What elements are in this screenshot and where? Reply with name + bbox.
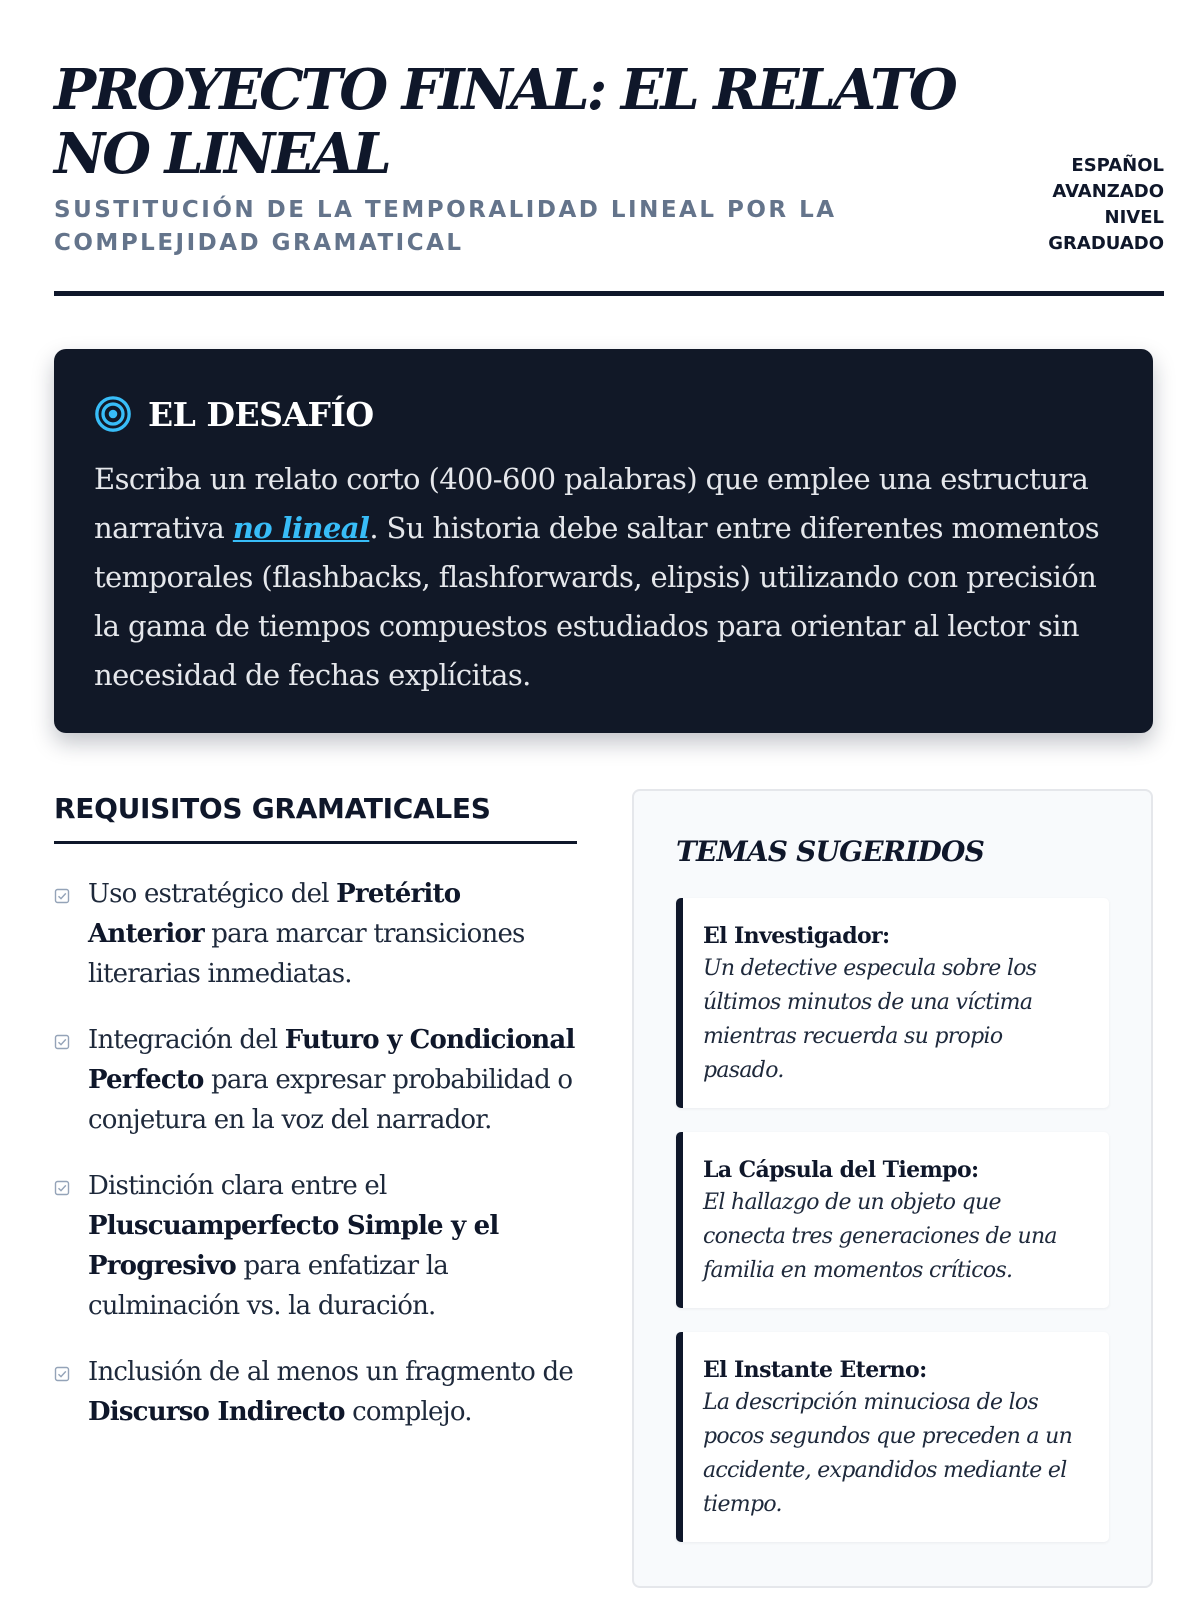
- themes-panel: [632, 789, 1153, 1588]
- requirement-text-part: para marcar transiciones literarias inmediatas.: [88, 919, 525, 989]
- requirement-text-part: Inclusión de al menos un fragmento de: [88, 1357, 573, 1387]
- checkbox-check-icon: [54, 888, 70, 904]
- level-line: NIVEL: [1104, 207, 1164, 228]
- challenge-heading: [94, 391, 1113, 437]
- page-header: [54, 0, 1164, 296]
- requirement-item: [54, 874, 577, 994]
- themes-title: TEMAS SUGERIDOS: [676, 835, 985, 868]
- challenge-text-end: . Su historia debe saltar entre diferentes momentos temporales (flashbacks, flashforwards, elipsis) utilizando con precisión la gama de tiempos compuestos estudiados para orientar al lector sin necesidad de fechas explícitas.: [94, 511, 1100, 692]
- theme-name: La Cápsula del Tiempo:: [703, 1157, 979, 1183]
- level-line: GRADUADO: [1048, 233, 1164, 254]
- requirement-keyword: Pluscuamperfecto Simple y el Progresivo: [88, 1211, 499, 1281]
- theme-description: La descripción minuciosa de los pocos segundos que preceden a un accidente, expandidos mediante el tiempo.: [703, 1390, 1073, 1517]
- checkbox-check-icon: [54, 1180, 70, 1196]
- level-badge: [1048, 153, 1164, 257]
- checkbox-check-icon: [54, 1034, 70, 1050]
- theme-card: [676, 898, 1109, 1108]
- requirement-keyword: Pretérito Anterior: [88, 879, 461, 949]
- target-icon: [94, 395, 132, 433]
- challenge-title: EL DESAFÍO: [148, 394, 374, 434]
- theme-description: Un detective especula sobre los últimos minutos de una víctima mientras recuerda su propio pasado.: [703, 956, 1037, 1083]
- theme-description: El hallazgo de un objeto que conecta tres generaciones de una familia en momentos críticos.: [703, 1190, 1057, 1283]
- requirement-text-part: Integración del: [88, 1025, 285, 1055]
- requirements-list: [54, 874, 577, 1432]
- page-subtitle: SUSTITUCIÓN DE LA TEMPORALIDAD LINEAL POR LA COMPLEJIDAD GRAMATICAL: [54, 197, 837, 256]
- requirement-text-part: Uso estratégico del: [88, 879, 337, 909]
- requirement-text: [88, 1166, 577, 1326]
- challenge-text: [94, 455, 1113, 700]
- requirements-title: REQUISITOS GRAMATICALES: [54, 792, 577, 844]
- requirement-item: [54, 1352, 577, 1432]
- level-line: ESPAÑOL: [1071, 155, 1164, 176]
- requirement-keyword: Futuro y Condicional Perfecto: [88, 1025, 575, 1095]
- theme-card: [676, 1132, 1109, 1308]
- page-title: PROYECTO FINAL: EL RELATO NO LINEAL: [54, 57, 955, 187]
- checkbox-check-icon: [54, 1366, 70, 1382]
- challenge-text-start: Escriba un relato corto (400-600 palabras) que emplee una estructura narrativa: [94, 462, 1089, 545]
- level-line: AVANZADO: [1052, 181, 1164, 202]
- requirement-text: [88, 874, 577, 994]
- requirement-text-part: Distinción clara entre el: [88, 1171, 387, 1201]
- requirement-text-part: para enfatizar la culminación vs. la duración.: [88, 1251, 448, 1321]
- theme-card: [676, 1332, 1109, 1542]
- requirement-text-part: complejo.: [344, 1397, 472, 1427]
- requirement-item: [54, 1166, 577, 1326]
- challenge-box: [54, 349, 1153, 733]
- theme-name: El Instante Eterno:: [703, 1357, 927, 1383]
- requirement-text: [88, 1020, 577, 1140]
- requirement-item: [54, 1020, 577, 1140]
- requirement-text: [88, 1352, 577, 1432]
- challenge-highlight: no lineal: [232, 511, 370, 545]
- theme-name: El Investigador:: [703, 923, 890, 949]
- requirements-section: [54, 792, 577, 1458]
- requirement-keyword: Discurso Indirecto: [88, 1397, 345, 1427]
- requirement-text-part: para expresar probabilidad o conjetura en la voz del narrador.: [88, 1065, 573, 1135]
